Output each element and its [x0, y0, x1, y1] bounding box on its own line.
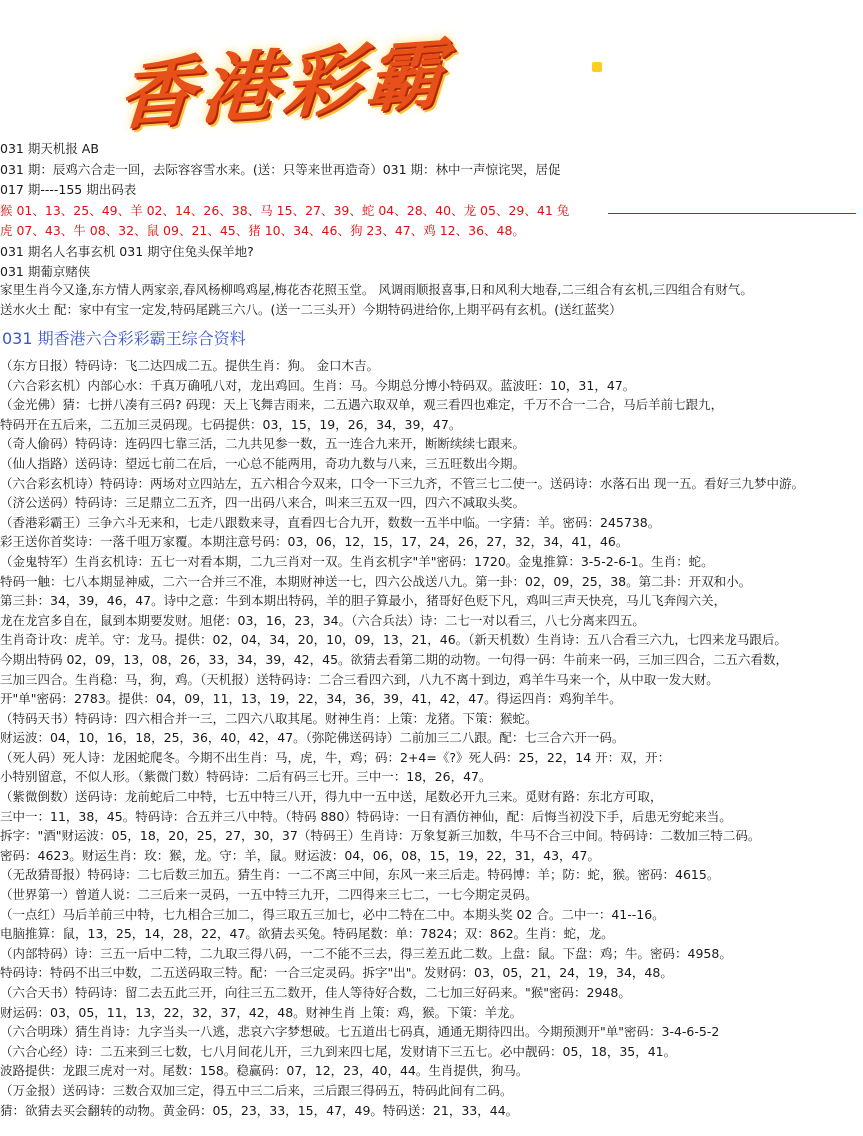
banner-ornament — [592, 62, 602, 72]
info-line: 031 期名人名事玄机 031 期守住兔头保羊地? — [0, 243, 254, 259]
content-line: 彩王送你首奖诗：一落千咀万家覆。本期注意号码：03，06，12，15，17，24，26，27，32，34，41，46。 — [0, 534, 629, 550]
content-line: 特码诗：特码不出三中数，二五送码取三特。配：一合三定灵码。拆字"出"。发财码：03，05，21，24，19，34，48。 — [0, 965, 673, 981]
top-info-block — [0, 139, 605, 283]
content-line: 财运码：03，05，11，13，22，32，37，42，48。财神生肖 上策：鸡，猴。下策：羊龙。 — [0, 1004, 523, 1020]
content-line: 三加三四合。生肖稳：马，狗，鸡。（天机报）送特码诗：二合三看四六到，八九不离十到边，鸡羊牛马来一个，从中取一发大财。 — [0, 671, 719, 687]
info-line: 031 期葡京赌侠 — [0, 264, 91, 279]
content-line: （东方日报）特码诗：飞二达四成二五。提供生肖：狗。 金口木吉。 — [0, 358, 379, 373]
content-line: 第三卦：34，39，46，47。诗中之意：牛到本期出特码，羊的胆子算最小，猪哥好色贬下凡，鸡叫三声天快亮，马儿飞奔闯六关， — [0, 593, 727, 609]
zodiac-number-line: 虎 07、43、牛 08、32、鼠 09、21、45、猪 10、34、46、狗 23、47、鸡 12、36、48。 — [0, 223, 525, 238]
banner-logo — [115, 18, 610, 148]
zodiac-number-line: 猴 01、13、25、49、羊 02、14、26、38、马 15、27、39、蛇 04、28、40、龙 05、29、41 兔 — [0, 202, 570, 218]
info-line: 031 期天机报 AB — [0, 141, 99, 156]
content-body — [0, 356, 863, 1120]
poem-block — [0, 280, 863, 320]
content-line: 龙在龙宫多自在，鼠到本期要发财。旭佬：03，16，23，34。（六合兵法）诗：二七一对以看三，八七分离来四五。 — [0, 612, 645, 628]
content-line: （紫微倒数）送码诗：龙前蛇后二中特，七五中特三八开，得九中一五中送，尾数必开九三来。觅财有路：东北方可取， — [0, 789, 663, 805]
content-line: 三中一：11，38，45。特码诗：合五并三八中特。（特码 880）特码诗：一日有酒仿神仙，配：后悔当初没下手，后患无穷蛇来当。 — [0, 808, 732, 824]
content-line: 开"单"密码：2783。提供：04，09，11，13，19，22，34，36，39，41，42，47。得运四肖：鸡狗羊牛。 — [0, 691, 622, 707]
poem-line: 送水火土 配：家中有宝一定发,特码尾跳三六八。(送一二三头开）今期特码进给你,上期平码有玄机。(送红蓝奖） — [0, 302, 622, 317]
content-line: （香港彩霸王）三争六斗无来和，七走八跟数来寻，直看四七合九开，数数一五半中临。一字猜：羊。密码：245738。 — [0, 514, 661, 530]
content-line: 拆字："酒"财运波：05，18，20，25，27，30，37（特码王）生肖诗：万象复新三加数，牛马不合三中间。特码诗：二数加三特二码。 — [0, 828, 761, 844]
content-line: 猜：欲猜去买会翻转的动物。黄金码：05，23，33，15，47，49。特码送：21，33，44。 — [0, 1102, 519, 1118]
content-line: （仙人指路）送码诗：望远七前二在后，一心总不能两用，奇功九数与八来，三五旺数出今期。 — [0, 455, 526, 471]
section-heading: 031 期香港六合彩彩霸王综合资料 — [2, 329, 246, 348]
content-line: （万金报）送码诗：三数合双加三定，得五中三二后来，三后跟三得码五，特码此间有二码。 — [0, 1082, 513, 1098]
content-line: （奇人偷码）特码诗：连码四七靠三活，二九共见参一数，五一连合九来开，断断续续七跟来。 — [0, 436, 526, 452]
content-line: 财运波：04，10，16，18，25，36，40，42，47。（弥陀佛送码诗）二前加三二八跟。配：七三合六开一码。 — [0, 730, 625, 746]
content-line: 生肖奇计攻：虎羊。守：龙马。提供：02，04，34，20，10，09，13，21，46。（新天机数）生肖诗：五八合看三六九，七四来龙马跟后。 — [0, 632, 787, 648]
content-line: （六合彩玄机诗）特码诗：两场对立四站左，五六相合今双来，口令一下三九齐，不管三七二使一。送码诗：水落石出 现一五。看好三九梦中游。 — [0, 475, 804, 491]
content-line: （六合彩玄机）内部心水：千真万确吼八对，龙出鸡回。生肖：马。今期总分博小特码双。蓝波旺：10，31，47。 — [0, 377, 636, 393]
banner-title: 香港彩霸 — [115, 28, 452, 141]
content-line: 波路提供：龙跟三虎对一对。尾数：158。稳赢码：07，12，23，40，44。生肖提供，狗马。 — [0, 1063, 529, 1079]
content-line: （六合心经）诗：二五来到三七数，七八月间花儿开，三九到来四七尾，发财请下三五七。必中靓码：05，18，35，41。 — [0, 1043, 677, 1059]
content-line: 今期出特码 02，09，13，08，26，33，34，39，42，45。欲猜去看第二期的动物。一句得一码：牛前来一码，三加三四合，二五六看数， — [0, 651, 789, 667]
content-line: 特码一触：七八本期显神威，二六一合并三不准，本期财神送一七，四六公战送八九。第一卦：02，09，25，38。第二卦：开双和小。 — [0, 573, 752, 589]
content-line: 小特别留意，不似人形。（紫微门数）特码诗：二后有码三七开。三中一：18，26，47。 — [0, 769, 492, 785]
content-line: （一点红）马后羊前三中特，七九相合三加二，得三取五三加七，必中二特在二中。本期头奖 02 合。二中一：41--16。 — [0, 906, 665, 922]
content-line: （六合明珠）猜生肖诗：九字当头一八逃，悲哀六字梦想破。七五道出七码真，通通无期待四出。今期预测开"单"密码：3-4-6-5-2 — [0, 1024, 720, 1040]
info-line: 031 期：辰鸡六合走一回，去际容容雪水来。(送：只等来世再造奇）031 期：林中一声惊诧哭，居促 — [0, 161, 561, 177]
content-line: （金鬼特军）生肖玄机诗：五七一对看本期，二九三肖对一双。生肖玄机字"羊"密码：1720。金鬼推算：3-5-2-6-1。生肖：蛇。 — [0, 553, 714, 569]
content-line: （世界第一）曾道人说：二三后来一灵码，一五中特三九开，二四得来三七二，一七今期定灵码。 — [0, 887, 538, 903]
content-line: 电脑推算：鼠，13，25，14，28，22，47。欲猜去买兔。特码尾数：单：7824；双：862。生肖：蛇，龙。 — [0, 926, 614, 942]
content-line: （济公送码）特码诗：三足鼎立二五齐，四一出码八来合，叫来三五双一四，四六不减取头奖。 — [0, 495, 526, 511]
content-line: （死人码）死人诗：龙困蛇爬冬。今期不出生肖：马，虎，牛，鸡；码：2+4=《?》死人码：25，22，14 开：双，开： — [0, 749, 671, 765]
content-line: （六合天书）特码诗：留二去五此三开，向往三五二数开，佳人等待好合数，二七加三好码来。"猴"密码：2948。 — [0, 985, 631, 1000]
content-line: （内部特码）诗：三五一后中二特，二九取三得八码，一二不能不三去，得三差五此二数。上盘：鼠。下盘：鸡；牛。密码：4958。 — [0, 945, 732, 961]
content-line: 密码：4623。财运生肖：玫：猴，龙。守：羊，鼠。财运波：04，06，08，15，19，22，31，43，47。 — [0, 847, 600, 863]
content-line: 特码开在五后来，二五加三灵码现。七码提供：03，15，19，26，34，39，47。 — [0, 416, 462, 432]
poem-line: 家里生肖今又逢,东方情人两家亲,春风杨柳鸣鸡屋,梅花杏花照玉堂。 风调雨顺报喜事,日和风利大地春,二三组合有玄机,三四组合有财气。 — [0, 282, 753, 297]
info-line: 017 期----155 期出码表 — [0, 182, 137, 197]
content-line: （特码天书）特码诗：四六相合并一三，二四六八取其尾。财神生肖：上策：龙猪。下策：猴蛇。 — [0, 710, 538, 726]
content-line: （金光佛）猜：七拼八凑有三码? 码现：天上飞舞吉雨来，二五遇六取双单，观三看四也难定，千万不合一二合，马后羊前七跟九， — [0, 397, 724, 413]
red-divider — [608, 213, 856, 214]
content-line: （无敌猜哥报）特码诗：二七后数三加五。猜生肖：一二不离三中间，东风一来三后走。特码博：羊；防：蛇，猴。密码：4615。 — [0, 867, 720, 883]
